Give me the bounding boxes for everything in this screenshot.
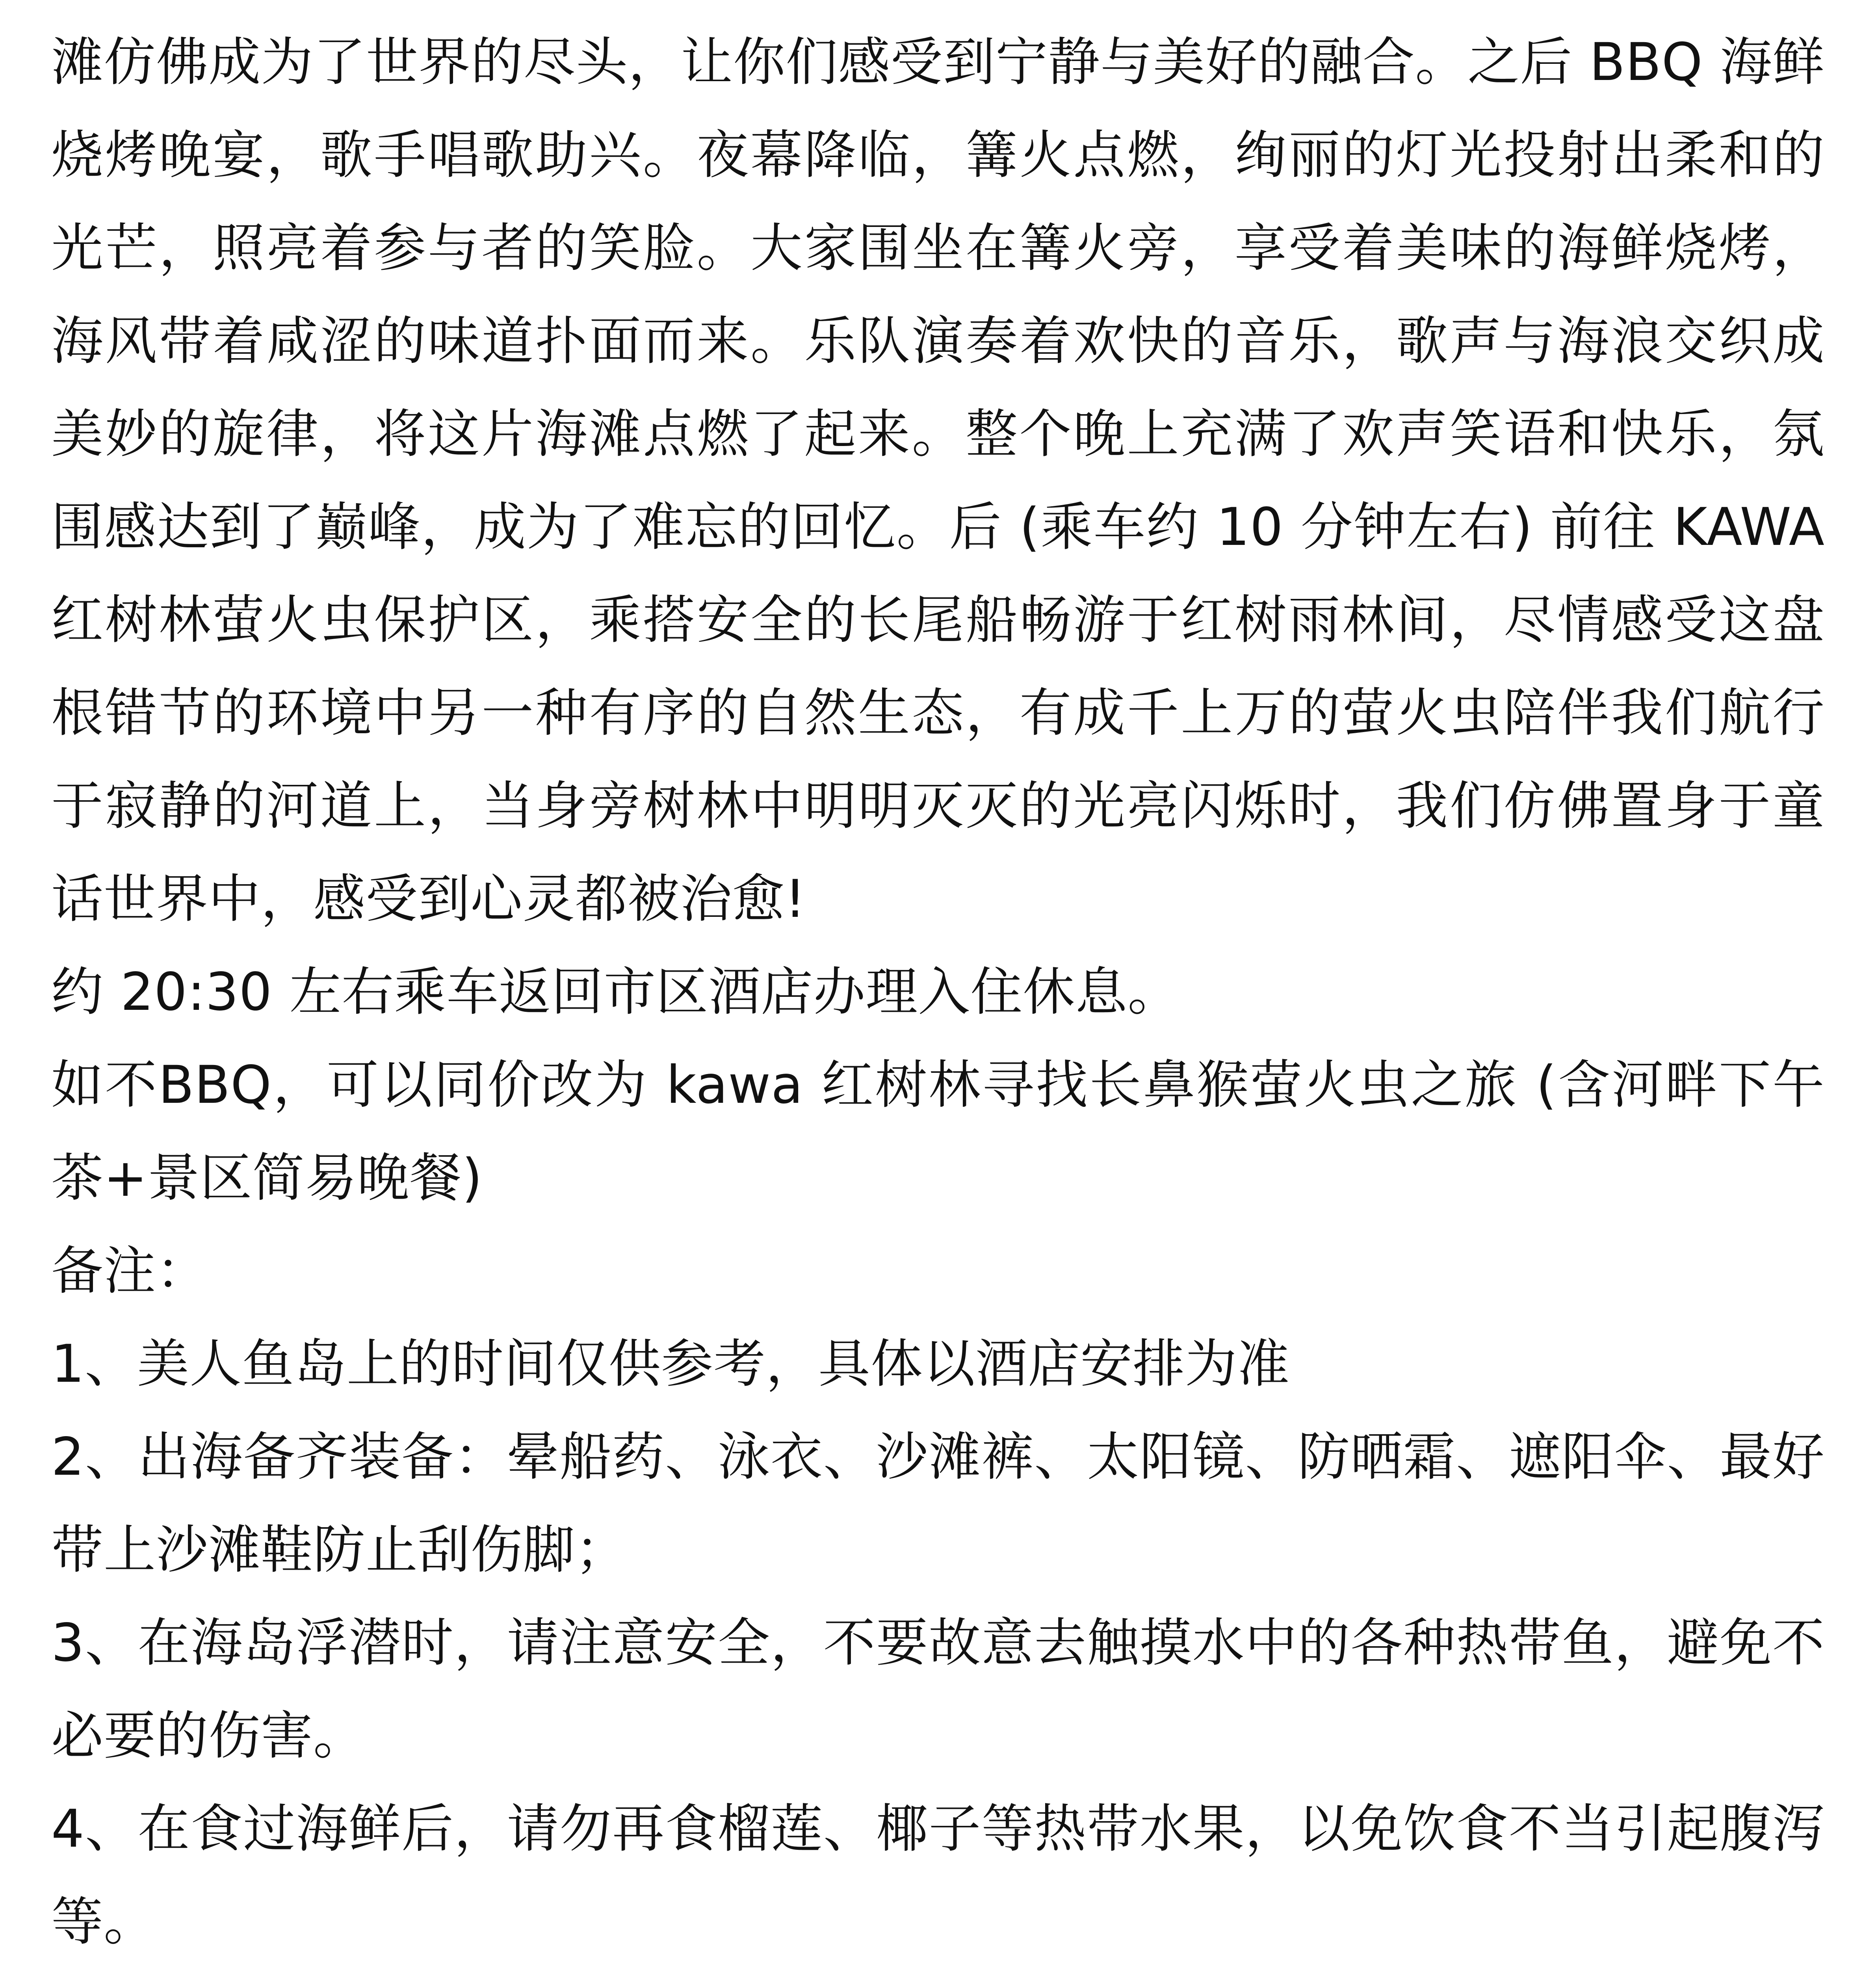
alternative-line: 如不BBQ，可以同价改为 kawa 红树林寻找长鼻猴萤火虫之旅 (含河畔下午茶+景区简易晚餐) [51, 1055, 1825, 1208]
note-item [51, 1968, 1825, 1970]
note-item: 4、在食过海鲜后，请勿再食榴莲、椰子等热带水果，以免饮食不当引起腹泻等。 [51, 1799, 1825, 1952]
note-item: 2、出海备齐装备：晕船药、泳衣、沙滩裤、太阳镜、防晒霜、遮阳伞、最好带上沙滩鞋防止刮伤脚； [51, 1427, 1825, 1580]
notes-title: 备注： [51, 1241, 208, 1301]
itinerary-document [51, 16, 1825, 1970]
note-item: 1、美人鱼岛上的时间仅供参考，具体以酒店安排为准 [51, 1334, 1290, 1394]
intro-paragraph: 滩仿佛成为了世界的尽头，让你们感受到宁静与美好的融合。之后 BBQ 海鲜烧烤晚宴，歌手唱歌助兴。夜幕降临，篝火点燃，绚丽的灯光投射出柔和的光芒，照亮着参与者的笑脸。大家围坐在篝火旁，享受着美味的海鲜烧烤，海风带着咸涩的味道扑面而来。乐队演奏着欢快的音乐，歌声与海浪交织成美妙的旋律，将这片海滩点燃了起来。整个晚上充满了欢声笑语和快乐，氛围感达到了巅峰，成为了难忘的回忆。后 (乘车约 10 分钟左右) 前往 KAWA 红树林萤火虫保护区，乘搭安全的长尾船畅游于红树雨林间，尽情感受这盘根错节的环境中另一种有序的自然生态，有成千上万的萤火虫陪伴我们航行于寂静的河道上，当身旁树林中明明灭灭的光亮闪烁时，我们仿佛置身于童话世界中，感受到心灵都被治愈! [51, 32, 1825, 929]
return-line: 约 20:30 左右乘车返回市区酒店办理入住休息。 [51, 962, 1180, 1022]
note-item: 3、在海岛浮潜时，请注意安全，不要故意去触摸水中的各种热带鱼，避免不必要的伤害。 [51, 1613, 1825, 1766]
notes-section [51, 1225, 1825, 1970]
